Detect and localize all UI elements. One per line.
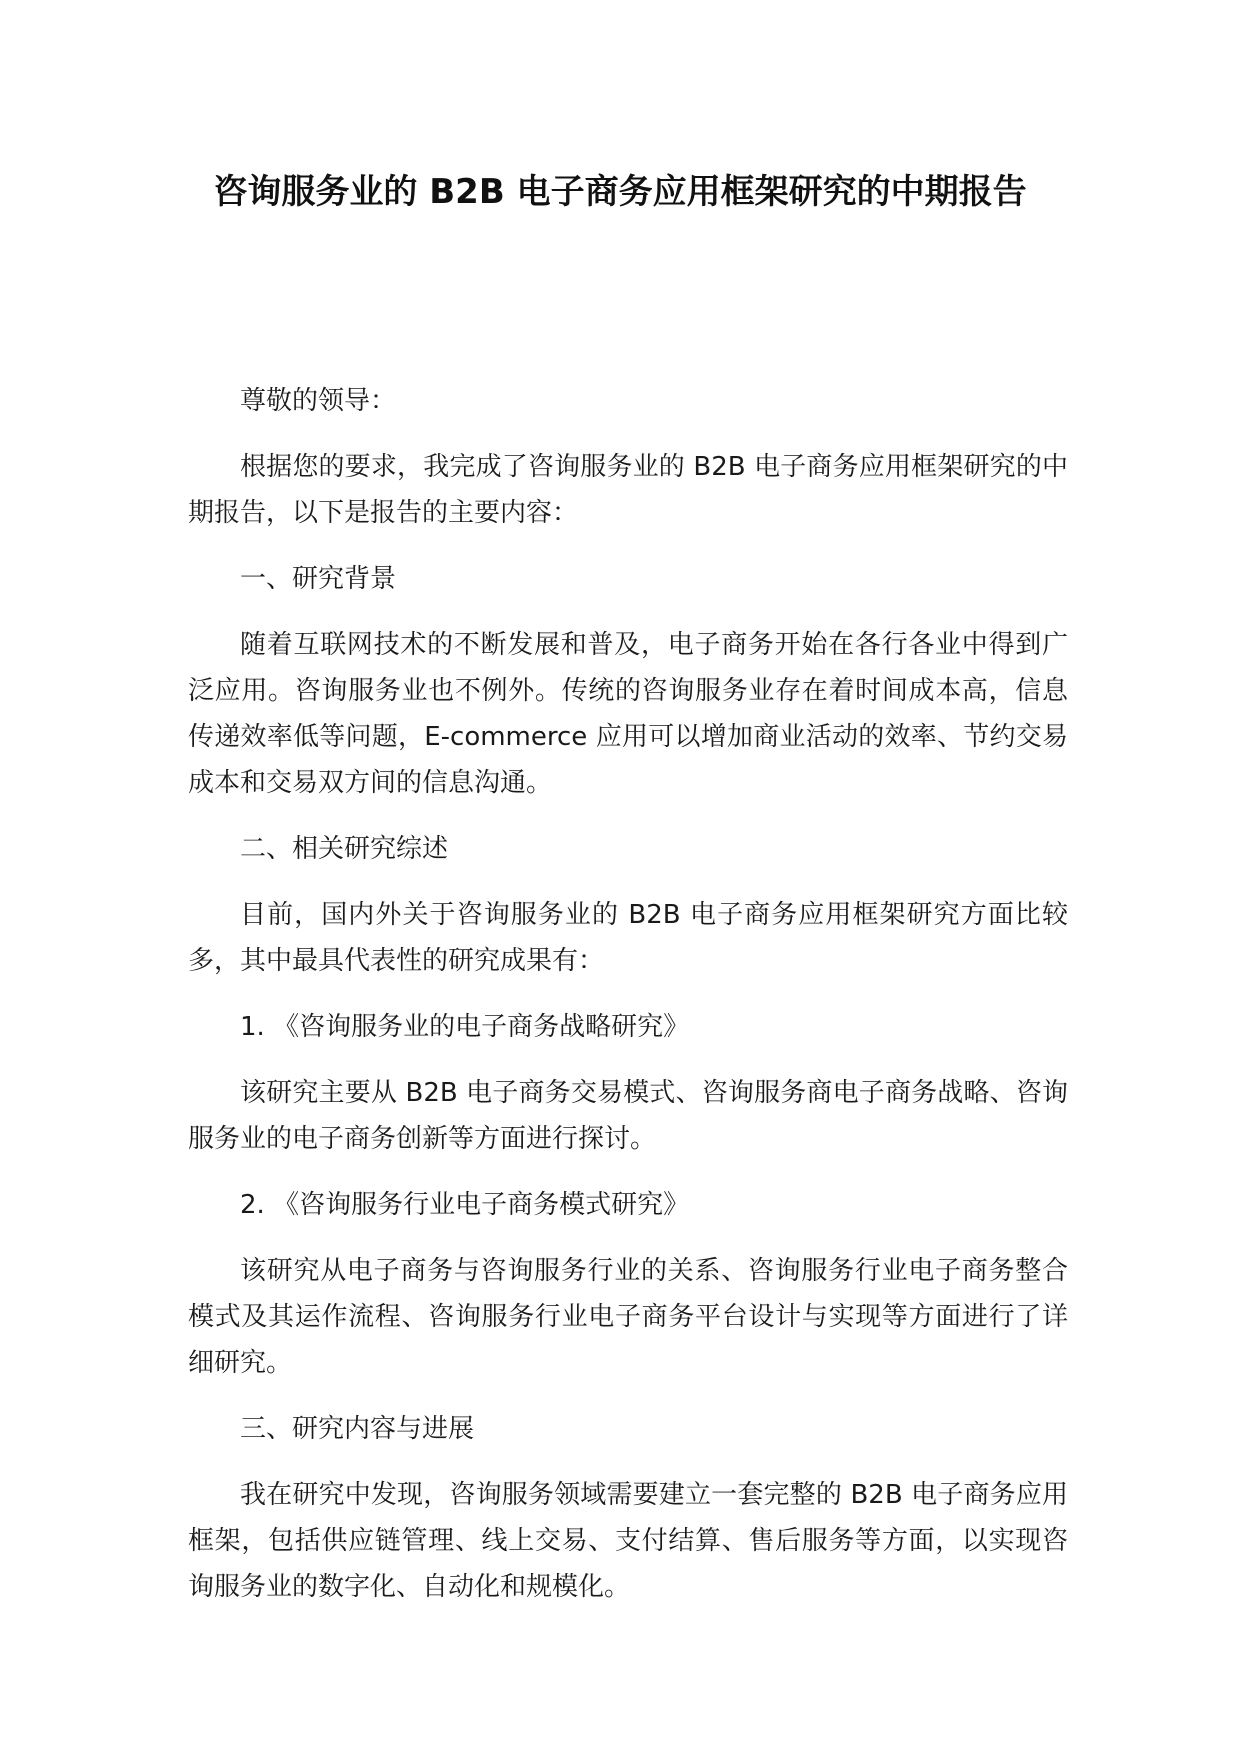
background-paragraph: 随着互联网技术的不断发展和普及，电子商务开始在各行各业中得到广泛应用。咨询服务业也不例外。传统的咨询服务业存在着时间成本高，信息传递效率低等问题，E-commerce 应用可以增加商业活动的效率、节约交易成本和交易双方间的信息沟通。: [188, 630, 1068, 798]
study-title-2: 2. 《咨询服务行业电子商务模式研究》: [240, 1190, 690, 1220]
document-body: [188, 378, 1068, 1630]
study-description-2: 该研究从电子商务与咨询服务行业的关系、咨询服务行业电子商务整合模式及其运作流程、咨询服务行业电子商务平台设计与实现等方面进行了详细研究。: [188, 1256, 1068, 1378]
section-heading-progress: 三、研究内容与进展: [240, 1414, 475, 1444]
section-heading-review: 二、相关研究综述: [240, 834, 449, 864]
document-title: 咨询服务业的 B2B 电子商务应用框架研究的中期报告: [213, 172, 1027, 212]
progress-paragraph: 我在研究中发现，咨询服务领域需要建立一套完整的 B2B 电子商务应用框架，包括供应链管理、线上交易、支付结算、售后服务等方面，以实现咨询服务业的数字化、自动化和规模化。: [188, 1480, 1068, 1602]
review-paragraph: 目前，国内外关于咨询服务业的 B2B 电子商务应用框架研究方面比较多，其中最具代表性的研究成果有：: [188, 900, 1068, 976]
study-title-1: 1. 《咨询服务业的电子商务战略研究》: [240, 1012, 690, 1042]
section-heading-background: 一、研究背景: [240, 564, 397, 594]
intro-paragraph: 根据您的要求，我完成了咨询服务业的 B2B 电子商务应用框架研究的中期报告，以下是报告的主要内容：: [188, 452, 1068, 528]
study-description-1: 该研究主要从 B2B 电子商务交易模式、咨询服务商电子商务战略、咨询服务业的电子商务创新等方面进行探讨。: [188, 1078, 1068, 1154]
salutation: 尊敬的领导：: [240, 386, 397, 416]
